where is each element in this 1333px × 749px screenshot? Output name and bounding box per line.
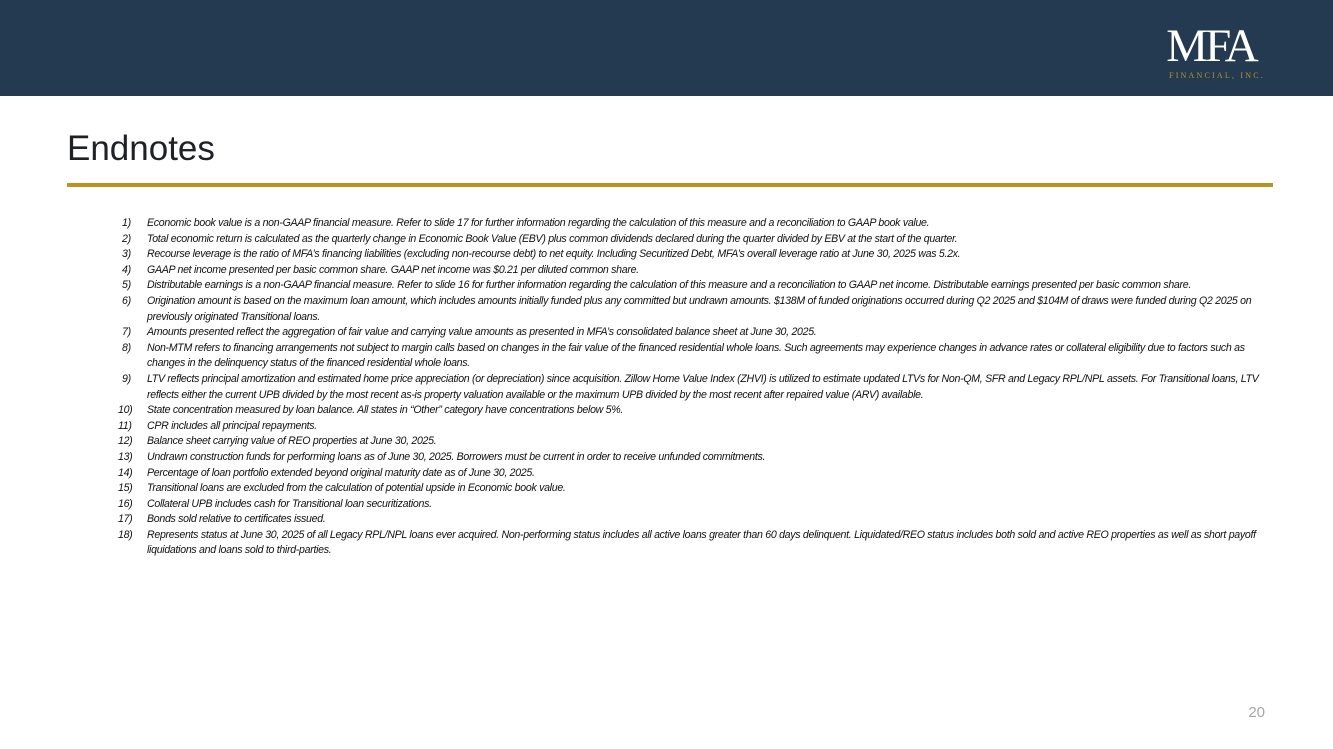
endnote-number: 3) [122, 248, 131, 261]
endnote-item [110, 325, 1260, 341]
endnote-text: Origination amount is based on the maximum loan amount, which includes amounts initially funded plus any committed but undrawn amounts. $138M of funded originations occurred during Q2 2025 and $104M of draws were funded during Q2 2025 on previously originated Transitional loans. [147, 294, 1252, 323]
endnote-text: Balance sheet carrying value of REO properties at June 30, 2025. [147, 435, 437, 448]
page-title: Endnotes [67, 129, 215, 168]
endnote-number: 1) [122, 217, 131, 229]
endnote-number: 6) [122, 294, 131, 307]
endnote-item [110, 232, 1260, 248]
endnote-item [110, 481, 1260, 497]
endnote-item [110, 247, 1260, 263]
endnote-text: GAAP net income presented per basic common share. GAAP net income was $0.21 per diluted common share. [147, 263, 639, 276]
header-bar [0, 0, 1333, 96]
endnote-item [110, 278, 1260, 294]
endnote-number: 12) [118, 435, 133, 448]
endnote-item [110, 263, 1260, 279]
endnote-item [110, 372, 1260, 403]
endnote-text: Collateral UPB includes cash for Transitional loan securitizations. [147, 497, 432, 510]
endnote-item [110, 216, 1260, 232]
endnote-text: Total economic return is calculated as the quarterly change in Economic Book Value (EBV) plus common dividends declared during the quarter divided by EBV at the start of the quarter. [147, 232, 958, 245]
endnote-number: 8) [122, 341, 131, 354]
endnote-text: Non-MTM refers to financing arrangements not subject to margin calls based on changes in the fair value of the financed residential whole loans. Such agreements may experience changes in advance rates or collateral eligibility due to factors such as changes in the delinquency status of the financed residential whole loans. [147, 341, 1245, 370]
endnote-number: 11) [118, 419, 132, 432]
endnote-item [110, 341, 1260, 372]
endnote-text: Undrawn construction funds for performing loans as of June 30, 2025. Borrowers must be current in order to receive unfunded commitments. [147, 450, 766, 463]
endnote-number: 17) [118, 513, 133, 526]
endnote-number: 14) [118, 466, 133, 479]
endnote-item [110, 419, 1260, 435]
endnote-text: Percentage of loan portfolio extended beyond original maturity date as of June 30, 2025. [147, 466, 535, 479]
endnote-text: Distributable earnings is a non-GAAP financial measure. Refer to slide 16 for further information regarding the calculation of this measure and a reconciliation to GAAP net income. Distributable earnings presented per basic common share. [147, 279, 1191, 292]
endnote-number: 15) [118, 482, 133, 495]
endnote-item [110, 294, 1260, 325]
title-divider [67, 183, 1273, 187]
endnote-number: 18) [118, 528, 133, 541]
endnote-text: Transitional loans are excluded from the calculation of potential upside in Economic book value. [147, 482, 566, 495]
endnote-text: LTV reflects principal amortization and estimated home price appreciation (or depreciation) since acquisition. Zillow Home Value Index (ZHVI) is utilized to estimate updated LTVs for Non-QM, SFR and Legacy RPL/NPL assets. For Transitional loans, LTV reflects either the current UPB divided by the most recent as-is property valuation available or the maximum UPB divided by the most recent after repaired value (ARV) available. [147, 372, 1259, 401]
endnote-number: 13) [118, 450, 133, 463]
endnote-text: Recourse leverage is the ratio of MFA’s financing liabilities (excluding non-recourse debt) to net equity. Including Securitized Debt, MFA’s overall leverage ratio at June 30, 2025 was 5.2x. [147, 248, 961, 261]
endnote-item [110, 466, 1260, 482]
logo-mark: MFA [1166, 20, 1256, 72]
company-logo [1151, 20, 1271, 80]
endnote-text: State concentration measured by loan balance. All states in “Other” category have concentrations below 5%. [147, 404, 624, 417]
endnote-item [110, 497, 1260, 513]
endnote-number: 5) [122, 279, 131, 292]
endnote-number: 2) [122, 232, 131, 245]
endnote-text: Bonds sold relative to certificates issued. [147, 513, 326, 526]
endnote-number: 4) [122, 263, 131, 276]
endnote-item [110, 403, 1260, 419]
endnotes-list [110, 216, 1260, 559]
endnote-item [110, 434, 1260, 450]
endnote-text: Economic book value is a non-GAAP financial measure. Refer to slide 17 for further information regarding the calculation of this measure and a reconciliation to GAAP book value. [147, 217, 930, 229]
endnote-item [110, 450, 1260, 466]
endnote-text: Amounts presented reflect the aggregation of fair value and carrying value amounts as presented in MFA’s consolidated balance sheet at June 30, 2025. [147, 326, 817, 339]
endnote-number: 10) [118, 404, 133, 417]
endnote-item [110, 512, 1260, 528]
logo-subtitle: FINANCIAL, INC. [1169, 71, 1265, 80]
endnote-number: 16) [118, 497, 133, 510]
endnote-text: CPR includes all principal repayments. [147, 419, 317, 432]
endnote-item [110, 528, 1260, 559]
endnote-number: 9) [122, 372, 131, 385]
endnote-text: Represents status at June 30, 2025 of all Legacy RPL/NPL loans ever acquired. Non-performing status includes all active loans greater than 60 days delinquent. Liquidated/REO status includes both sold and active REO properties as well as short payoff liquidations and loans sold to third-parties. [147, 528, 1256, 557]
page-number: 20 [1248, 704, 1265, 721]
endnote-number: 7) [122, 326, 131, 339]
